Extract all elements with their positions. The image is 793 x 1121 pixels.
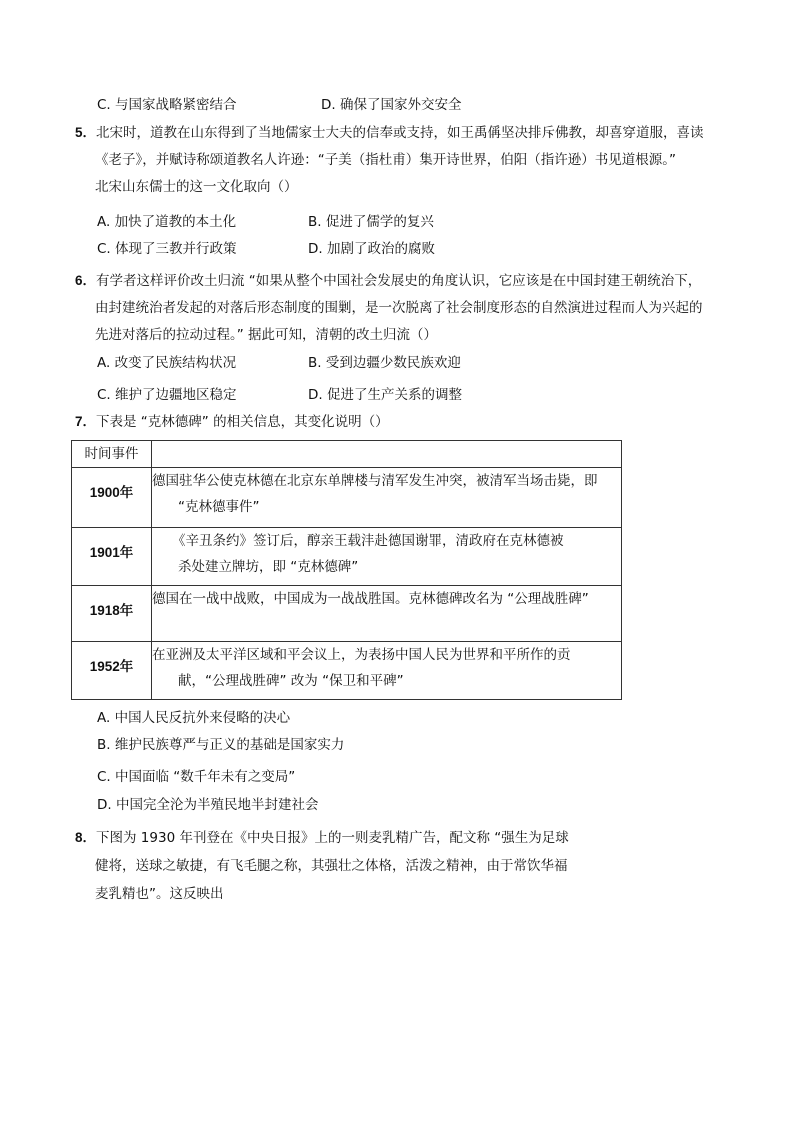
q5-options-row-2: [97, 239, 435, 259]
q7-option-c: C. 中国面临 “数千年未有之变局”: [97, 769, 296, 785]
q5-line-2: 《老子》，并赋诗称颂道教名人许逊：“子美（指杜甫）集开诗世界，伯阳（指许逊）书见道根源。”: [95, 152, 676, 168]
table-year-1901: 1901年: [72, 528, 152, 586]
table-desc-1901: 《辛丑条约》签订后，醇亲王载沣赴德国谢罪，清政府在克林德被 杀处建立牌坊，即 “克林德碑”: [152, 528, 622, 586]
q5-option-c: C. 体现了三教并行政策: [97, 241, 237, 257]
q7-number: 7．: [75, 414, 97, 429]
q6-stem-1: 有学者这样评价改土归流 “如果从整个中国社会发展史的角度认识，它应该是在中国封建王朝统治下，: [96, 273, 702, 289]
table-desc-1900: 德国驻华公使克林德在北京东单牌楼与清军发生冲突，被清军当场击毙，即 “克林德事件”: [152, 468, 622, 528]
q6-line-2: 由封建统治者发起的对落后形态制度的围剿，是一次脱离了社会制度形态的自然演进过程而人为兴起的: [95, 300, 703, 316]
q8-stem-1: 下图为 1930 年刊登在《中央日报》上的一则麦乳精广告，配文称 “强生为足球: [96, 830, 569, 846]
q4-option-d: D. 确保了国家外交安全: [321, 97, 462, 113]
q4-option-c: C. 与国家战略紧密结合: [97, 97, 237, 113]
q8-line-1: [75, 828, 569, 848]
table-row: [72, 642, 622, 700]
q6-line-3: 先进对落后的拉动过程。” 据此可知，清朝的改土归流（）: [95, 327, 438, 343]
q7-option-a: A. 中国人民反抗外来侵略的决心: [97, 710, 291, 726]
table-desc-1918: 德国在一战中战败，中国成为一战战胜国。克林德碑改名为 “公理战胜碑”: [152, 586, 622, 642]
table-year-1900: 1900年: [72, 468, 152, 528]
q5-options-row-1: [97, 212, 434, 232]
q5-option-b: B. 促进了儒学的复兴: [308, 214, 434, 230]
table-year-1918: 1918年: [72, 586, 152, 642]
q5-line-3: 北宋山东儒士的这一文化取向（）: [95, 179, 298, 195]
q5-option-a: A. 加快了道教的本土化: [97, 214, 237, 230]
table-header-row: [72, 441, 622, 468]
q5-line-1: [75, 123, 704, 143]
table-row: [72, 586, 622, 642]
klinde-table: [71, 440, 622, 700]
table-header-cell: 时间事件: [72, 441, 152, 468]
q6-options-row-1: [97, 353, 461, 373]
q7-option-b: B. 维护民族尊严与正义的基础是国家实力: [97, 737, 345, 753]
table-row: [72, 468, 622, 528]
q5-stem-1: 北宋时，道教在山东得到了当地儒家士大夫的信奉或支持，如王禹偁坚决排斥佛教，却喜穿道服，喜读: [96, 125, 704, 141]
table-header-empty: [152, 441, 622, 468]
q8-line-3: 麦乳精也”。这反映出: [95, 886, 224, 902]
q6-line-1: [75, 271, 701, 291]
q8-number: 8．: [75, 830, 97, 845]
q4-options-row: [97, 95, 461, 115]
q6-options-row-2: [97, 385, 462, 405]
q7-option-d: D. 中国完全沦为半殖民地半封建社会: [97, 797, 319, 813]
q6-option-c: C. 维护了边疆地区稳定: [97, 387, 237, 403]
q6-number: 6．: [75, 273, 97, 288]
q8-line-2: 健将，送球之敏捷，有飞毛腿之称，其强壮之体格，活泼之精神，由于常饮华福: [95, 858, 568, 874]
q5-option-d: D. 加剧了政治的腐败: [308, 241, 435, 257]
q7-stem: 下表是 “克林德碑” 的相关信息，其变化说明（）: [96, 414, 389, 430]
q7-line-1: [75, 412, 389, 432]
q6-option-d: D. 促进了生产关系的调整: [308, 387, 462, 403]
table-row: [72, 528, 622, 586]
table-desc-1952: 在亚洲及太平洋区域和平会议上，为表扬中国人民为世界和平所作的贡 献，“公理战胜碑” 改为 “保卫和平碑”: [152, 642, 622, 700]
q6-option-b: B. 受到边疆少数民族欢迎: [308, 355, 461, 371]
q6-option-a: A. 改变了民族结构状况: [97, 355, 237, 371]
table-year-1952: 1952年: [72, 642, 152, 700]
q5-number: 5．: [75, 125, 97, 140]
